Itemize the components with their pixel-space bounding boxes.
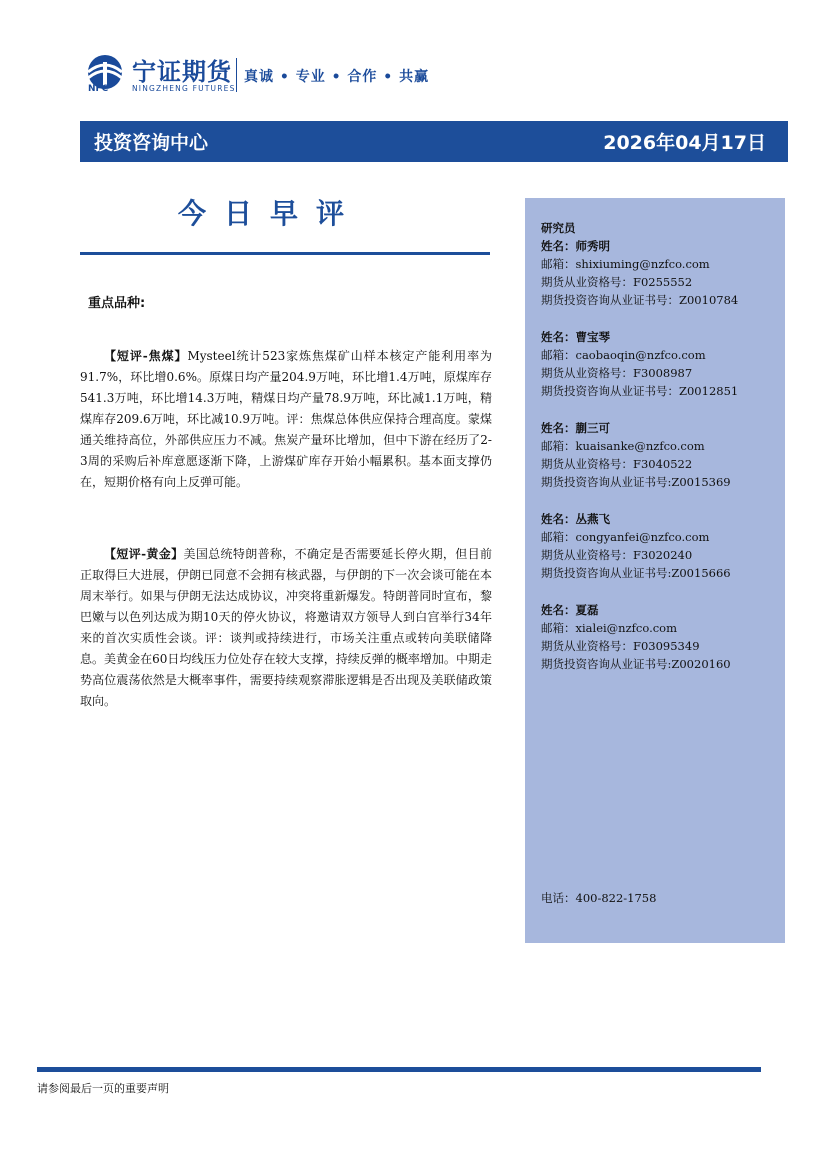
article-gold xyxy=(80,544,492,712)
researcher-license: 期货从业资格号：F0255552 xyxy=(541,275,693,289)
researcher-email: 邮箱：caobaoqin@nzfco.com xyxy=(541,348,706,362)
article-lead: 【短评-黄金】 xyxy=(104,547,184,561)
section-heading: 重点品种: xyxy=(88,296,146,311)
researcher-email: 邮箱：shixiuming@nzfco.com xyxy=(541,257,710,271)
researcher-license: 期货从业资格号：F03095349 xyxy=(541,639,700,653)
article-coking-coal xyxy=(80,346,492,493)
researcher-email: 邮箱：congyanfei@nzfco.com xyxy=(541,530,710,544)
researcher-cert: 期货投资咨询从业证书号：Z0012851 xyxy=(541,384,739,398)
researcher-cert: 期货投资咨询从业证书号：Z0010784 xyxy=(541,293,739,307)
slogan: 真诚 • 专业 • 合作 • 共赢 xyxy=(244,69,430,85)
researcher-email: 邮箱：xialei@nzfco.com xyxy=(541,621,677,635)
researcher-license: 期货从业资格号：F3020240 xyxy=(541,548,693,562)
logo-abbr: NFC xyxy=(88,84,109,94)
department-label: 投资咨询中心 xyxy=(94,132,209,154)
researcher-name: 姓名：夏磊 xyxy=(541,603,599,617)
sidebar-heading: 研究员 xyxy=(541,221,576,235)
researcher-email: 邮箱：kuaisanke@nzfco.com xyxy=(541,439,705,453)
article-body: 美国总统特朗普称，不确定是否需要延长停火期，但目前正取得巨大进展，伊朗已同意不会拥有核武器，与伊朗的下一次会谈可能在本周末举行。如果与伊朗无法达成协议，冲突将重新爆发。特朗普同时宣布，黎巴嫩与以色列达成为期10天的停火协议，将邀请双方领导人到白宫举行34年来的首次实质性会谈。评：谈判或持续进行，市场关注重点或转向美联储降息。美黄金在60日均线压力位处存在较大支撑，持续反弹的概率增加。中期走势高位震荡依然是大概率事件，需要持续观察滞胀逻辑是否出现及美联储政策取向。 xyxy=(80,547,492,708)
logo-text-en: NINGZHENG FUTURES xyxy=(132,84,236,93)
researcher-name: 姓名：师秀明 xyxy=(541,239,610,253)
page-title: 今日早评 xyxy=(177,197,362,230)
logo-divider xyxy=(236,58,237,92)
researcher-name: 姓名：曹宝琴 xyxy=(541,330,610,344)
researcher-name: 姓名：丛燕飞 xyxy=(541,512,610,526)
researcher-cert: 期货投资咨询从业证书号:Z0015666 xyxy=(541,566,731,580)
title-rule xyxy=(80,252,490,255)
logo-text-cn: 宁证期货 xyxy=(132,58,232,86)
researcher-license: 期货从业资格号：F3008987 xyxy=(541,366,693,380)
footer-rule xyxy=(37,1067,761,1072)
banner-underline xyxy=(80,159,788,162)
article-lead: 【短评-焦煤】 xyxy=(104,349,188,363)
article-body: Mysteel统计523家炼焦煤矿山样本核定产能利用率为91.7%，环比增0.6%。原煤日均产量204.9万吨，环比增1.4万吨，原煤库存541.3万吨，环比增14.3万吨，精煤日均产量78.9万吨，环比减1.1万吨，精煤库存209.6万吨，环比减10.9万吨。评：焦煤总体供应保持合理高度。蒙煤通关维持高位，外部供应压力不减。焦炭产量环比增加，但中下游在经历了2-3周的采购后补库意愿逐渐下降，上游煤矿库存开始小幅累积。基本面支撑仍在，短期价格有向上反弹可能。 xyxy=(80,349,492,489)
header-banner xyxy=(80,121,788,159)
contact-phone: 电话：400-822-1758 xyxy=(541,891,657,905)
researcher-sidebar xyxy=(525,198,785,943)
footer-disclaimer: 请参阅最后一页的重要声明 xyxy=(37,1082,169,1095)
researcher-cert: 期货投资咨询从业证书号:Z0015369 xyxy=(541,475,731,489)
researcher-name: 姓名：蒯三可 xyxy=(541,421,610,435)
researcher-license: 期货从业资格号：F3040522 xyxy=(541,457,693,471)
researcher-cert: 期货投资咨询从业证书号:Z0020160 xyxy=(541,657,731,671)
report-date: 2026年04月17日 xyxy=(603,132,766,154)
